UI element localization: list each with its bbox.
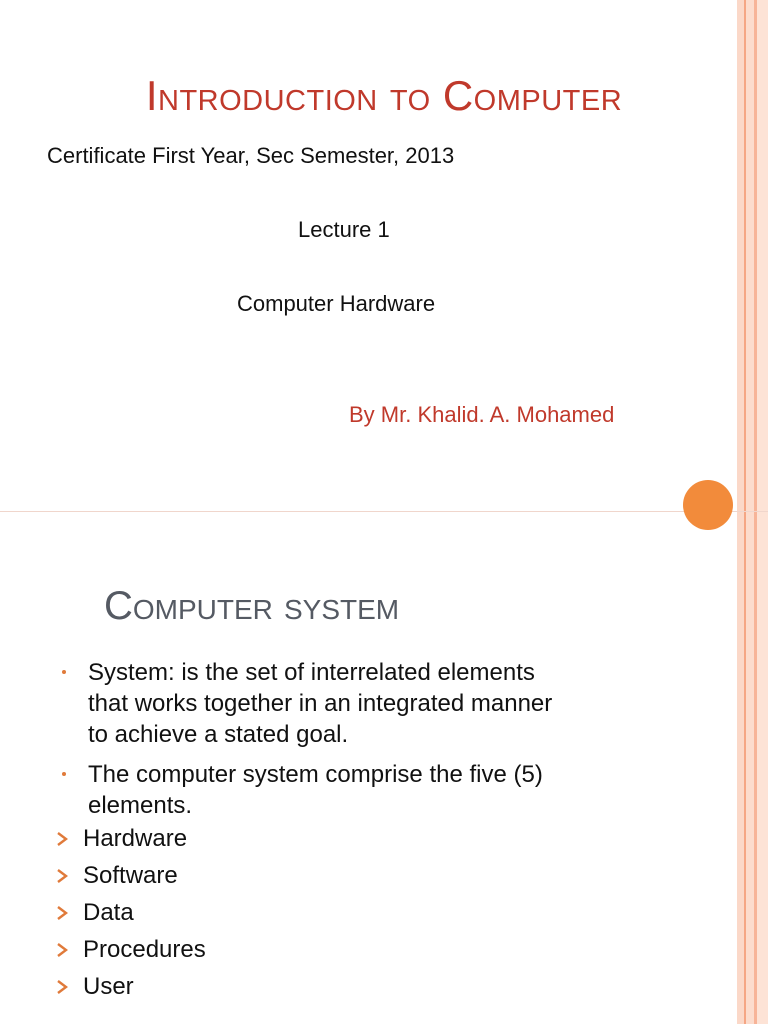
lecture-number: Lecture 1 <box>298 217 390 242</box>
edge-stripe <box>746 0 754 1024</box>
chevron-right-icon <box>56 906 68 920</box>
bullet-text-line: The computer system comprise the five (5) <box>88 761 543 788</box>
bullet-text-line: that works together in an integrated manner <box>88 690 553 717</box>
course-subtitle: Certificate First Year, Sec Semester, 2013 <box>47 143 455 168</box>
chevron-right-icon <box>56 943 68 957</box>
bullet-item <box>88 759 608 821</box>
chevron-right-icon <box>56 980 68 994</box>
chevron-right-icon <box>56 869 68 883</box>
element-label: Software <box>83 862 178 889</box>
element-label: Data <box>83 899 134 926</box>
orange-circle-icon <box>683 480 733 530</box>
slide-divider <box>0 511 768 512</box>
element-label: Hardware <box>83 825 188 852</box>
element-label: Procedures <box>83 936 206 963</box>
edge-stripe <box>757 0 768 1024</box>
author-line: By Mr. Khalid. A. Mohamed <box>349 402 615 427</box>
bullet-text-line: System: is the set of interrelated elements <box>88 659 535 686</box>
small-dot-icon <box>62 670 66 674</box>
bullet-text-line: elements. <box>88 792 193 819</box>
bullet-item <box>88 657 608 750</box>
bullet-text-line: to achieve a stated goal. <box>88 721 349 748</box>
element-label: User <box>83 973 134 1000</box>
slide-title: Introduction to Computer <box>145 72 623 119</box>
slide-heading: Computer system <box>104 584 400 628</box>
lecture-topic: Computer Hardware <box>237 291 436 316</box>
edge-stripe <box>737 0 744 1024</box>
small-dot-icon <box>62 772 66 776</box>
chevron-right-icon <box>56 832 68 846</box>
